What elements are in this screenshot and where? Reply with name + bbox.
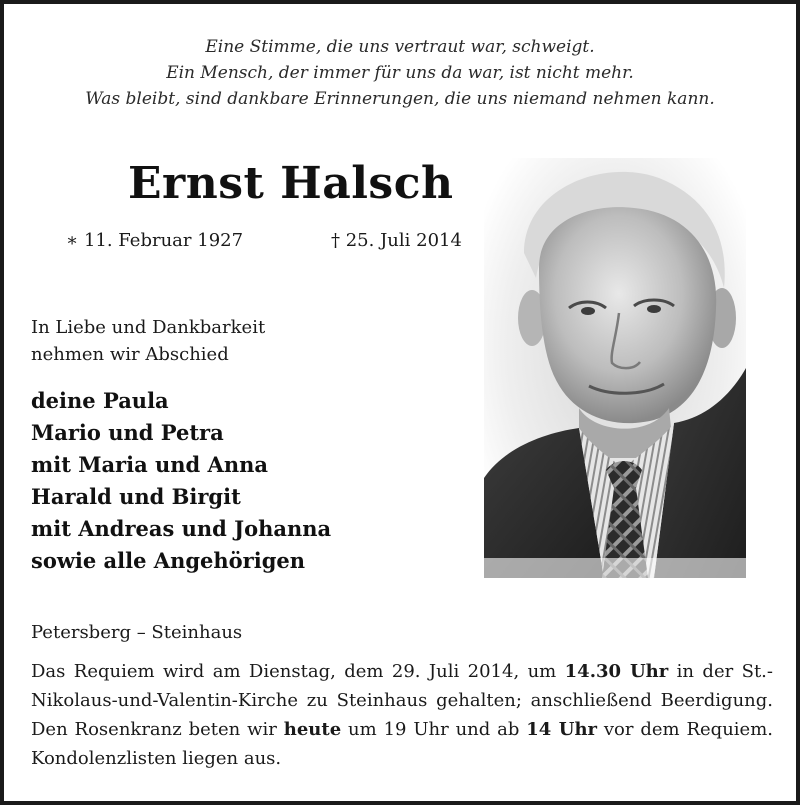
quote-line: Ein Mensch, der immer für uns da war, ist nicht mehr. [166, 63, 634, 83]
portrait-photo [484, 158, 746, 578]
place-line: Petersberg – Steinhaus [31, 622, 243, 643]
family-member: deine Paula [31, 388, 169, 413]
family-member: mit Andreas und Johanna [31, 516, 332, 541]
farewell-intro [31, 314, 265, 368]
family-member: mit Maria und Anna [31, 452, 268, 477]
funeral-details [31, 657, 773, 773]
details-text: Das Requiem wird am Dienstag, dem 29. Juli 2014, um [31, 661, 565, 682]
death-date: † 25. Juli 2014 [331, 230, 462, 251]
intro-line: In Liebe und Dankbarkeit [31, 317, 266, 338]
rosary-time: 14 Uhr [526, 719, 598, 740]
quote-line: Eine Stimme, die uns vertraut war, schweigt. [205, 37, 595, 57]
family-member: sowie alle Angehörigen [31, 548, 306, 573]
details-text: um 19 Uhr und ab [341, 719, 527, 740]
deceased-name: Ernst Halsch [128, 158, 454, 209]
family-member: Harald und Birgit [31, 484, 241, 509]
memorial-quote [0, 34, 800, 112]
birth-date: ∗ 11. Februar 1927 [66, 230, 244, 251]
quote-line: Was bleibt, sind dankbare Erinnerungen, die uns niemand nehmen kann. [85, 89, 715, 109]
details-text: in der St.-Nikolaus-und-Valentin-Kirche zu Steinhaus gehalten; anschließend Beerdigung. Den Rosenkranz beten wir [31, 661, 773, 740]
requiem-time: 14.30 Uhr [564, 661, 669, 682]
rosary-day: heute [283, 719, 342, 740]
details-text: vor dem Requiem. Kondolenzlisten liegen aus. [31, 719, 773, 769]
intro-line: nehmen wir Abschied [31, 344, 229, 365]
family-list [31, 385, 331, 577]
family-member: Mario und Petra [31, 420, 224, 445]
